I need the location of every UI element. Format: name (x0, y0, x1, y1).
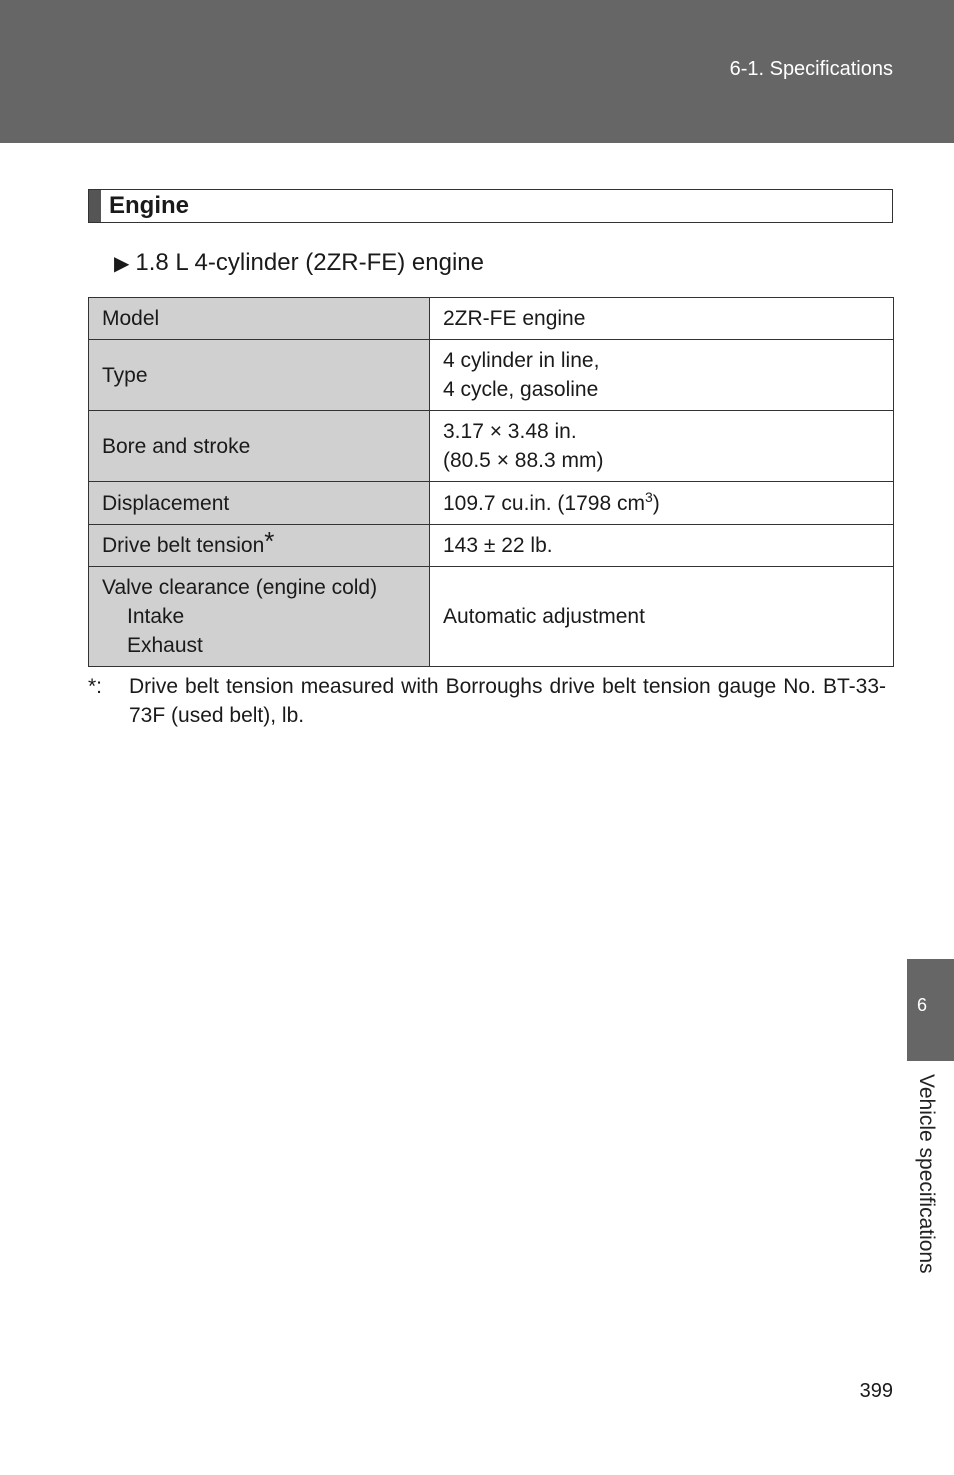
table-row (89, 567, 894, 667)
table-row (89, 340, 894, 411)
spec-value (430, 340, 894, 411)
spec-value-text: 109.7 cu.in. (1798 cm (443, 491, 645, 515)
footnote-text: Drive belt tension measured with Borroughs drive belt tension gauge No. BT-33-73F (used belt), lb. (129, 675, 886, 727)
asterisk-mark: * (264, 526, 275, 556)
page-number: 399 (859, 1380, 893, 1402)
chapter-number: 6 (917, 995, 928, 1015)
table-row (89, 482, 894, 525)
spec-subkey: Intake (127, 605, 185, 628)
table-row (89, 411, 894, 482)
spec-key: Model (89, 298, 430, 340)
spec-key-text: Valve clearance (engine cold) (102, 576, 378, 599)
table-row (89, 298, 894, 340)
engine-subheading-text: 1.8 L 4-cylinder (2ZR-FE) engine (135, 249, 484, 276)
spec-key: Bore and stroke (89, 411, 430, 482)
footnote-mark: *: (88, 675, 103, 698)
spec-key: Displacement (89, 482, 430, 525)
engine-subheading (114, 248, 484, 279)
engine-spec-table (88, 297, 894, 667)
spec-key-text: Drive belt tension (102, 534, 265, 557)
spec-value: Automatic adjustment (430, 567, 894, 667)
spec-value (430, 482, 894, 525)
spec-value-line: 4 cycle, gasoline (443, 378, 599, 401)
spec-key (89, 567, 430, 667)
triangle-marker-icon: ▶ (114, 253, 130, 275)
spec-value-line: 4 cylinder in line, (443, 349, 600, 372)
spec-value-line: (80.5 × 88.3 mm) (443, 449, 604, 472)
superscript: 3 (644, 488, 653, 505)
section-title: Engine (109, 192, 190, 219)
spec-value-line: 3.17 × 3.48 in. (443, 420, 577, 443)
spec-value: 143 ± 22 lb. (430, 525, 894, 567)
section-title-box (88, 189, 893, 223)
spec-key (89, 525, 430, 567)
spec-value (430, 411, 894, 482)
header-section-title: 6-1. Specifications (729, 58, 893, 80)
spec-value: 2ZR-FE engine (430, 298, 894, 340)
spec-subkey: Exhaust (127, 634, 203, 657)
spec-key: Type (89, 340, 430, 411)
table-row (89, 525, 894, 567)
footnote (88, 672, 886, 730)
header-band (0, 0, 954, 143)
spec-value-text: ) (652, 491, 660, 515)
chapter-label: Vehicle specifications (915, 1074, 938, 1274)
section-title-bar (89, 190, 101, 222)
chapter-tab (907, 959, 954, 1061)
